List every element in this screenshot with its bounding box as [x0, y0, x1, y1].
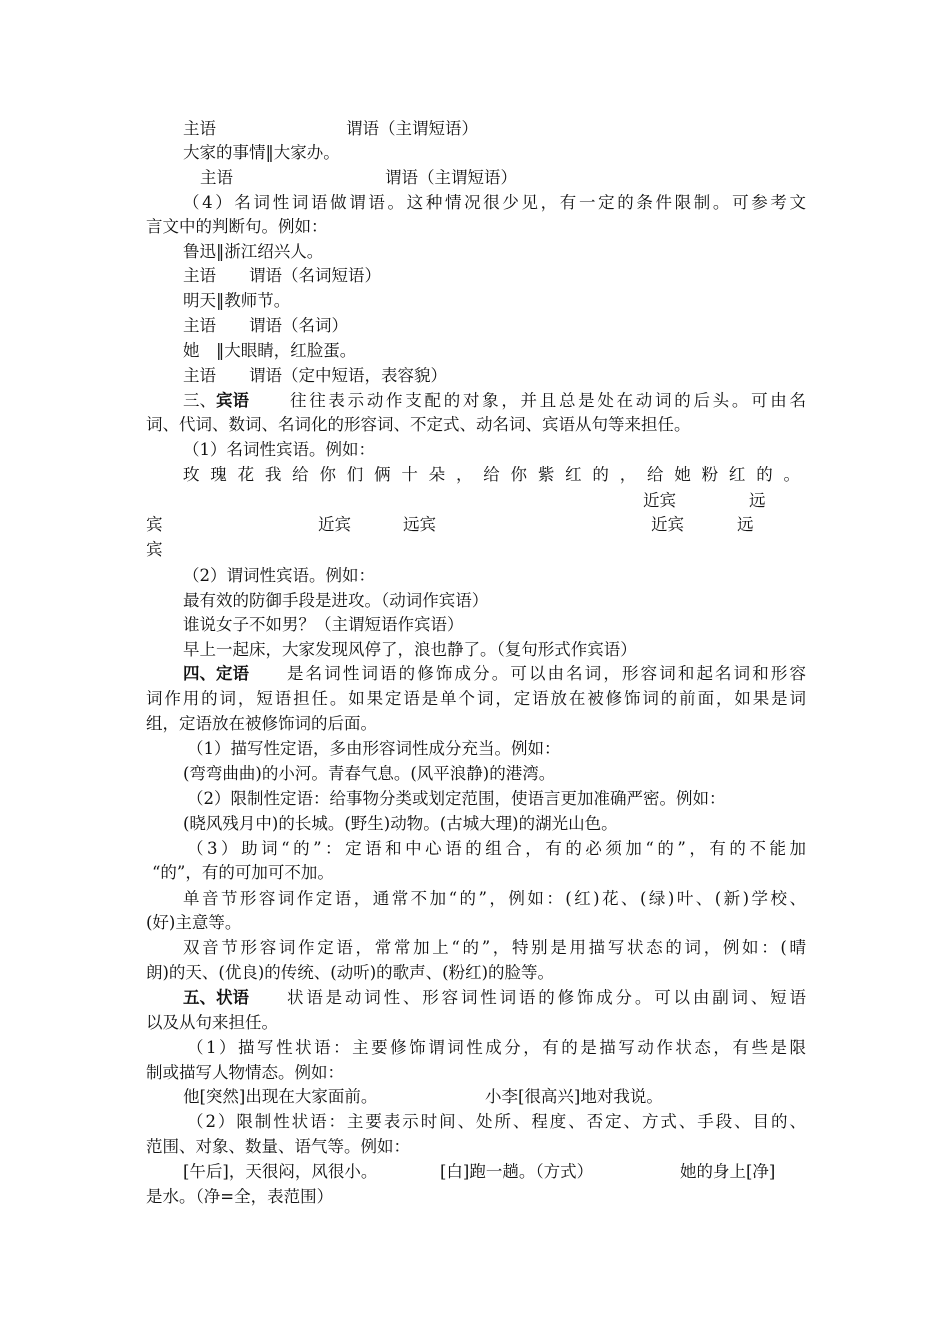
- paragraph-line: “的”，有的可加可不加。: [152, 863, 334, 882]
- paragraph-line: 状语是动词性、形容词性词语的修饰成分。可以由副词、短语: [287, 988, 806, 1007]
- paragraph-line: (好)主意等。: [146, 913, 242, 932]
- section-five-title: 五、状语: [183, 988, 249, 1007]
- label-predicate: 谓语（主谓短语）: [346, 119, 478, 138]
- example-sentence: 小李[很高兴]地对我说。: [485, 1087, 663, 1106]
- section-number: 三、: [183, 391, 216, 410]
- example-sentence: 大家的事情‖大家办。: [183, 143, 340, 162]
- example-sentence: 最有效的防御手段是进攻。（动词作宾语）: [183, 591, 489, 610]
- paragraph-line: 词、代词、数词、名词化的形容词、不定式、动名词、宾语从句等来担任。: [146, 415, 691, 434]
- paragraph-line: （3）助词“的”：定语和中心语的组合，有的必须加“的”，有的不能加: [187, 839, 806, 858]
- paragraph-line: 双音节形容词作定语，常常加上“的”，特别是用描写状态的词，例如：(晴: [183, 938, 806, 957]
- annotation-far-object: 远: [737, 515, 754, 534]
- paragraph-line: （1）名词性宾语。例如：: [183, 440, 375, 459]
- annotation-object: 宾: [146, 515, 163, 534]
- annotation-far-object: 远宾: [403, 515, 436, 534]
- example-sentence: 鲁迅‖浙江绍兴人。: [183, 242, 324, 261]
- example-label: 主语 谓语（名词）: [183, 316, 348, 335]
- paragraph-line: 制或描写人物情态。例如：: [146, 1063, 344, 1082]
- paragraph-line: 是名词性词语的修饰成分。可以由名词，形容词和起名词和形容: [287, 664, 806, 683]
- example-label: 主语 谓语（名词短语）: [183, 266, 381, 285]
- example-sentence: 她 ‖大眼睛，红脸蛋。: [183, 341, 357, 360]
- example-sentence: (弯弯曲曲)的小河。青春气息。(风平浪静)的港湾。: [183, 764, 556, 783]
- example-sentence: 谁说女子不如男？（主谓短语作宾语）: [183, 615, 464, 634]
- paragraph-line: （2）限制性状语：主要表示时间、处所、程度、否定、方式、手段、目的、: [187, 1112, 806, 1131]
- label-predicate: 谓语（主谓短语）: [385, 168, 517, 187]
- example-sentence: (晓风残月中)的长城。(野生)动物。(古城大理)的湖光山色。: [183, 814, 618, 833]
- section-four-title: 四、定语: [183, 664, 249, 683]
- annotation-far-object: 远: [749, 491, 766, 510]
- paragraph-line: 词作用的词，短语担任。如果定语是单个词，定语放在被修饰词的前面，如果是词: [146, 689, 806, 708]
- example-sentence: 早上一起床，大家发现风停了，浪也静了。（复句形式作宾语）: [183, 640, 637, 659]
- example-sentence: [白]跑一趟。（方式）: [440, 1162, 594, 1181]
- paragraph-line: 以及从句来担任。: [146, 1013, 278, 1032]
- paragraph-line: 单音节形容词作定语，通常不加“的”，例如：(红)花、(绿)叶、(新)学校、: [183, 889, 806, 908]
- paragraph-line: （2）限制性定语：给事物分类或划定范围，使语言更加准确严密。例如：: [187, 789, 726, 808]
- paragraph-line: 往往表示动作支配的对象，并且总是处在动词的后头。可由名: [290, 391, 806, 410]
- paragraph-line: 组，定语放在被修饰词的后面。: [146, 714, 377, 733]
- label-subject: 主语: [200, 168, 233, 187]
- example-label: 主语 谓语（定中短语，表容貌）: [183, 366, 447, 385]
- paragraph-line: （4）名词性词语做谓语。这种情况很少见，有一定的条件限制。可参考文: [183, 193, 806, 212]
- example-sentence: 明天‖教师节。: [183, 291, 291, 310]
- example-sentence: 玫瑰花我给你们俩十朵，给你紫红的，给她粉红的。: [183, 465, 806, 484]
- example-sentence: [午后]，天很闷，风很小。: [183, 1162, 378, 1181]
- example-sentence: 他[突然]出现在大家面前。: [183, 1087, 378, 1106]
- example-sentence: 是水。（净=全，表范围）: [146, 1187, 334, 1206]
- paragraph-line: （2）谓词性宾语。例如：: [183, 566, 375, 585]
- annotation-near-object: 近宾: [651, 515, 684, 534]
- section-title: 宾语: [216, 391, 249, 410]
- annotation-near-object: 近宾: [643, 491, 676, 510]
- label-subject: 主语: [183, 119, 216, 138]
- paragraph-line: （1）描写性状语：主要修饰谓词性成分，有的是描写动作状态，有些是限: [187, 1038, 806, 1057]
- example-sentence: 她的身上[净]: [680, 1162, 776, 1181]
- annotation-object: 宾: [146, 540, 163, 559]
- paragraph-line: （1）描写性定语，多由形容词性成分充当。例如：: [187, 739, 561, 758]
- annotation-near-object: 近宾: [318, 515, 351, 534]
- paragraph-line: 言文中的判断句。例如：: [146, 217, 328, 236]
- paragraph-line: 范围、对象、数量、语气等。例如：: [146, 1137, 410, 1156]
- paragraph-line: 朗)的天、(优良)的传统、(动听)的歌声、(粉红)的脸等。: [146, 963, 555, 982]
